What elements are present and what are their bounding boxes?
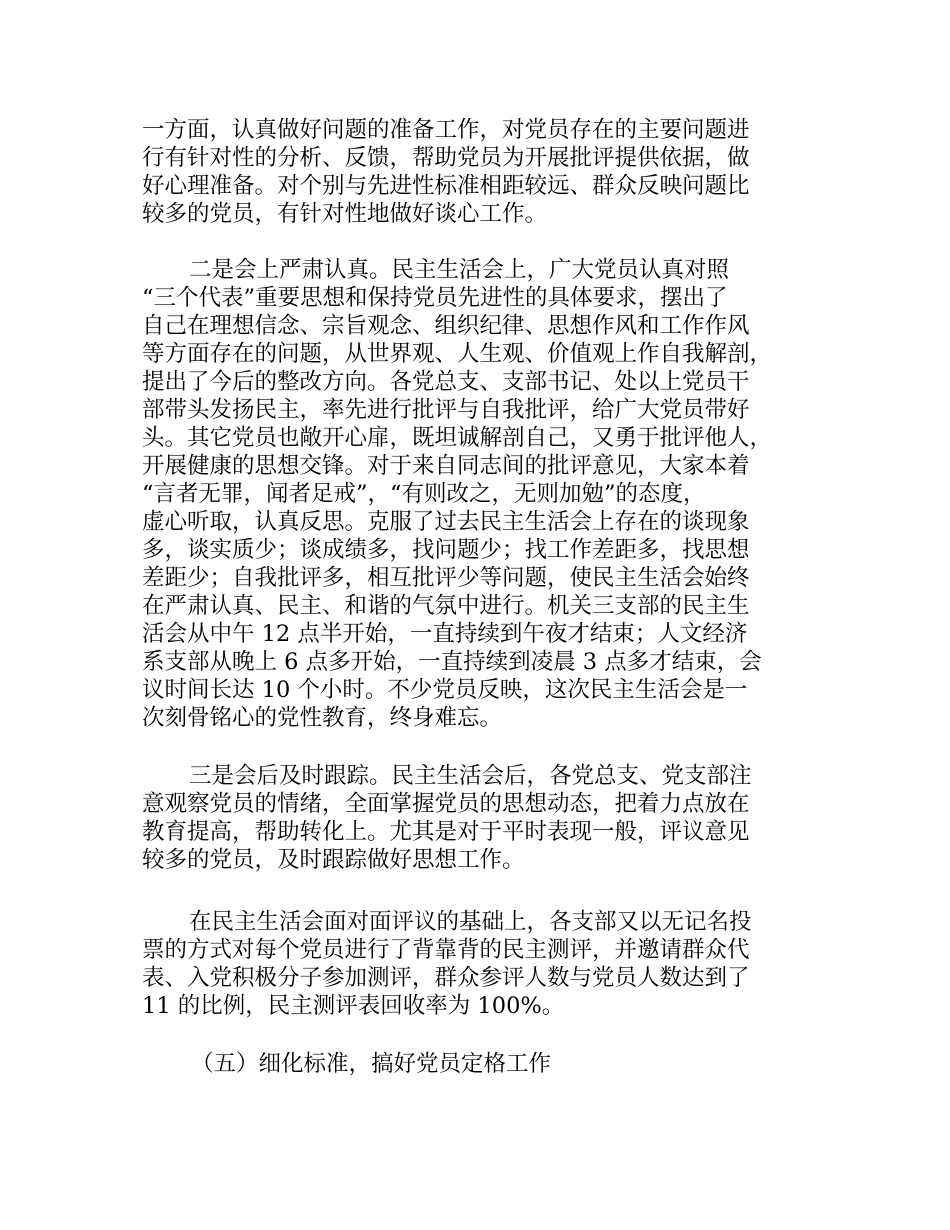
text-line: 较多的党员，有针对性地做好谈心工作。 xyxy=(142,201,548,227)
text-line: 虚心听取，认真反思。克服了过去民主生活会上存在的谈现象 xyxy=(142,509,750,535)
section-heading xyxy=(142,1050,822,1078)
text-line: 议时间长达 10 个小时。不少党员反映，这次民主生活会是一 xyxy=(142,677,748,703)
text-line: 三是会后及时跟踪。民主生活会后，各党总支、党支部注 xyxy=(189,763,752,789)
text-line: 行有针对性的分析、反馈，帮助党员为开展批评提供依据，做 xyxy=(142,145,750,171)
text-line: 表、入党积极分子参加测评，群众参评人数与党员人数达到了 xyxy=(142,965,750,991)
text-line: “三个代表”重要思想和保持党员先进性的具体要求，摆出了 xyxy=(142,285,728,311)
text-line: 活会从中午 12 点半开始，一直持续到午夜才结束；人文经济 xyxy=(142,621,748,647)
paragraph-evaluation xyxy=(142,908,822,1020)
paragraph-preparation xyxy=(142,116,822,228)
text-line: 系支部从晚上 6 点多开始，一直持续到凌晨 3 点多才结束，会 xyxy=(142,649,762,675)
text-line: 差距少；自我批评多，相互批评少等问题，使民主生活会始终 xyxy=(142,565,750,591)
text-line: 11 的比例，民主测评表回收率为 100%。 xyxy=(142,993,565,1019)
text-line: 教育提高，帮助转化上。尤其是对于平时表现一般，评议意见 xyxy=(142,819,750,845)
text-line: 等方面存在的问题，从世界观、人生观、价值观上作自我解剖， xyxy=(142,341,773,367)
text-line: 次刻骨铭心的党性教育，终身难忘。 xyxy=(142,705,503,731)
text-line: 开展健康的思想交锋。对于来自同志间的批评意见，大家本着 xyxy=(142,453,750,479)
text-line: 好心理准备。对个别与先进性标准相距较远、群众反映问题比 xyxy=(142,173,750,199)
paragraph-during-meeting xyxy=(142,256,822,732)
text-line: 部带头发扬民主，率先进行批评与自我批评，给广大党员带好 xyxy=(142,397,750,423)
text-line: 一方面，认真做好问题的准备工作，对党员存在的主要问题进 xyxy=(142,117,750,143)
text-line: 票的方式对每个党员进行了背靠背的民主测评，并邀请群众代 xyxy=(142,937,750,963)
heading-text: （五）细化标准，搞好党员定格工作 xyxy=(191,1051,552,1077)
text-line: “言者无罪，闻者足戒”，“有则改之，无则加勉”的态度， xyxy=(142,481,706,507)
text-line: 头。其它党员也敞开心扉，既坦诚解剖自己，又勇于批评他人， xyxy=(142,425,773,451)
text-line: 较多的党员，及时跟踪做好思想工作。 xyxy=(142,847,525,873)
text-line: 提出了今后的整改方向。各党总支、支部书记、处以上党员干 xyxy=(142,369,750,395)
text-line: 自己在理想信念、宗旨观念、组织纪律、思想作风和工作作风 xyxy=(142,313,750,339)
text-line: 意观察党员的情绪，全面掌握党员的思想动态，把着力点放在 xyxy=(142,791,750,817)
text-line: 多，谈实质少；谈成绩多，找问题少；找工作差距多，找思想 xyxy=(142,537,750,563)
text-line: 在严肃认真、民主、和谐的气氛中进行。机关三支部的民主生 xyxy=(142,593,750,619)
text-line: 在民主生活会面对面评议的基础上，各支部又以无记名投 xyxy=(189,909,752,935)
paragraph-after-meeting xyxy=(142,762,822,874)
text-line: 二是会上严肃认真。民主生活会上，广大党员认真对照 xyxy=(189,257,730,283)
